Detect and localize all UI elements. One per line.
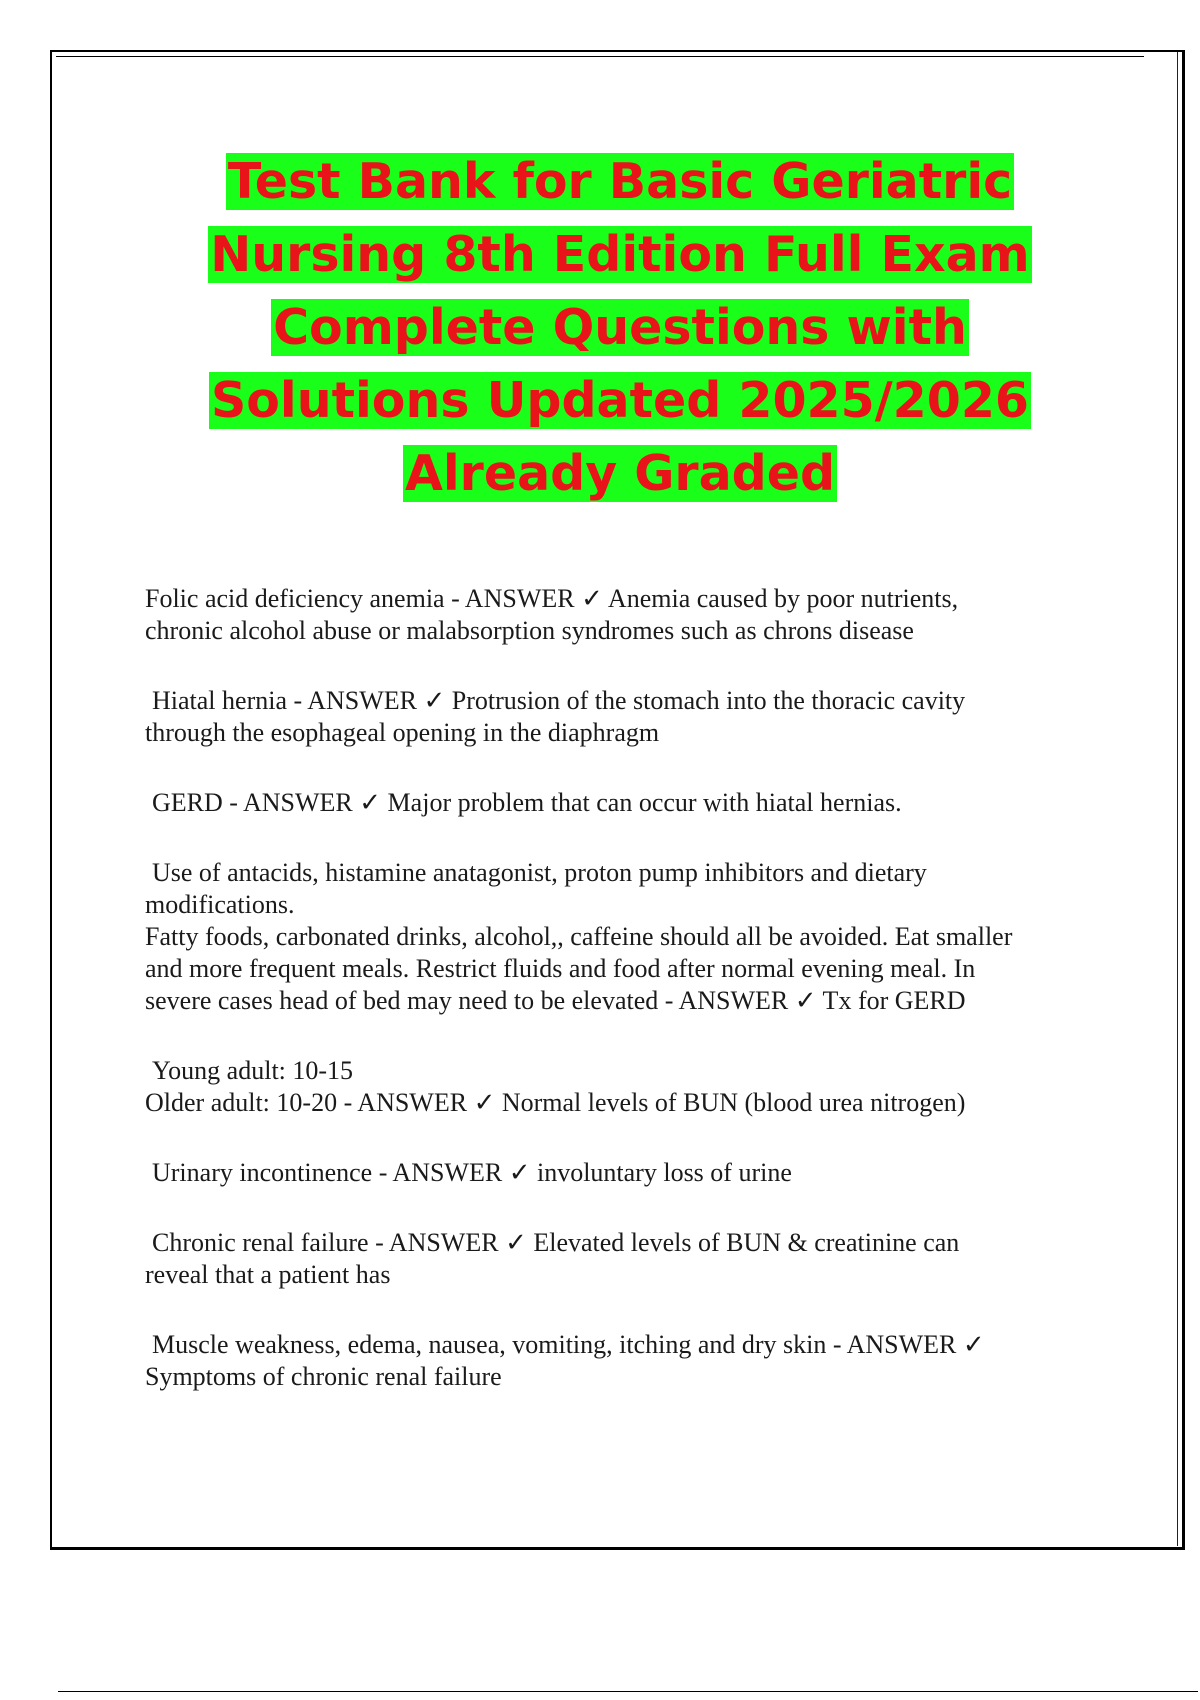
qa-entry-line: Muscle weakness, edema, nausea, vomiting, itching and dry skin - ANSWER ✓ (152, 1330, 985, 1359)
qa-entry-line: Older adult: 10-20 - ANSWER ✓ Normal levels of BUN (blood urea nitrogen) (145, 1088, 966, 1117)
qa-entry (145, 583, 1095, 647)
qa-entry-line: reveal that a patient has (145, 1260, 391, 1289)
qa-entry (145, 1227, 1095, 1291)
qa-entry (145, 1055, 1095, 1119)
qa-entry-line: Fatty foods, carbonated drinks, alcohol,, caffeine should all be avoided. Eat smaller (145, 922, 1013, 951)
title-line: Solutions Updated 2025/2026 (210, 372, 1030, 429)
qa-entry-line: severe cases head of bed may need to be elevated - ANSWER ✓ Tx for GERD (145, 986, 966, 1015)
qa-entry-line: through the esophageal opening in the diaphragm (145, 718, 660, 747)
qa-entry-line: and more frequent meals. Restrict fluids and food after normal evening meal. In (145, 954, 976, 983)
title-line: Complete Questions with (273, 299, 967, 356)
page-top-rule (56, 56, 1144, 57)
qa-entry-line: Urinary incontinence - ANSWER ✓ involuntary loss of urine (152, 1158, 792, 1187)
qa-entry-line: Chronic renal failure - ANSWER ✓ Elevated levels of BUN & creatinine can (152, 1228, 960, 1257)
qa-entry (145, 1329, 1095, 1393)
qa-entry-line: GERD - ANSWER ✓ Major problem that can occur with hiatal hernias. (152, 788, 902, 817)
qa-entry (145, 857, 1095, 1017)
qa-entry-line: Young adult: 10-15 (152, 1056, 354, 1085)
qa-entry-line: Folic acid deficiency anemia - ANSWER ✓ Anemia caused by poor nutrients, (145, 584, 959, 613)
qa-entry-line: Hiatal hernia - ANSWER ✓ Protrusion of the stomach into the thoracic cavity (152, 686, 966, 715)
bottom-rule (58, 1691, 1198, 1692)
title-line: Nursing 8th Edition Full Exam (210, 226, 1030, 283)
document-title (150, 145, 1090, 510)
qa-entry-line: Symptoms of chronic renal failure (145, 1362, 502, 1391)
qa-entry-line: chronic alcohol abuse or malabsorption syndromes such as chrons disease (145, 616, 914, 645)
qa-entry-line: modifications. (145, 890, 295, 919)
title-line: Test Bank for Basic Geriatric (227, 153, 1013, 210)
qa-entry-line: Use of antacids, histamine anatagonist, proton pump inhibitors and dietary (152, 858, 927, 887)
title-line: Already Graded (404, 445, 836, 502)
qa-entry (145, 1157, 1095, 1189)
page-right-rule (1177, 52, 1178, 1546)
qa-entry (145, 787, 1095, 819)
qa-list (145, 583, 1095, 1431)
qa-entry (145, 685, 1095, 749)
